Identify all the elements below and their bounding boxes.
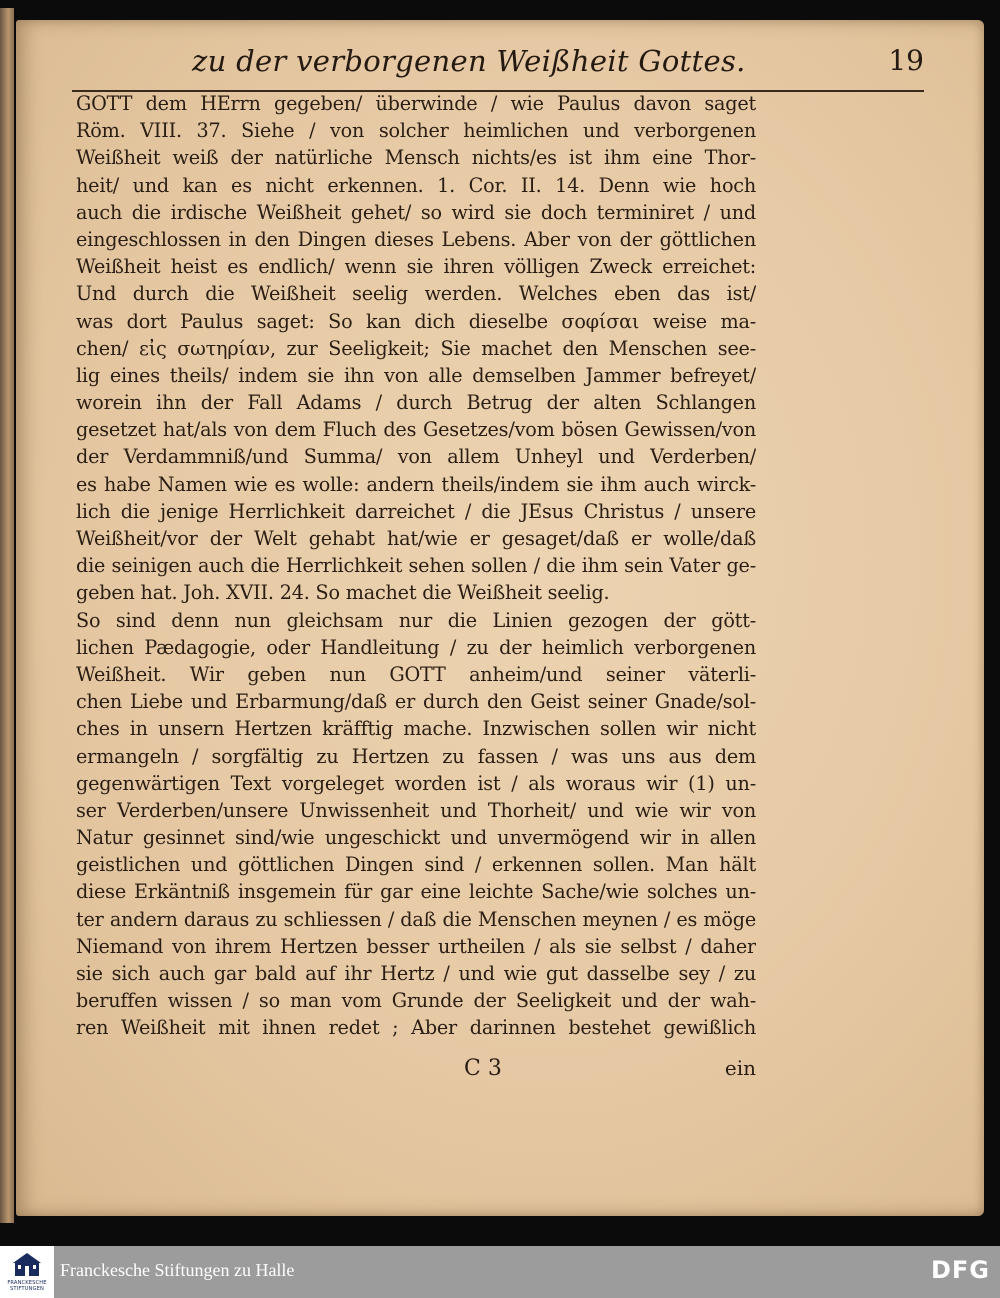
text-body — [76, 90, 756, 1042]
text-line: lichen Pædagogie, oder Handleitung / zu der heimlich verborgenen — [76, 635, 756, 659]
text-line: ren Weißheit mit ihnen redet ; Aber darinnen bestehet gewißlich — [76, 1016, 756, 1040]
signature-mark: C 3 — [464, 1056, 502, 1081]
catchword: ein — [724, 1056, 756, 1080]
text-line: gesetzet hat/als von dem Fluch des Gesetzes/vom bösen Gewissen/von — [76, 418, 756, 442]
previous-page-edge — [0, 8, 14, 1223]
text-line: ermangeln / sorgfältig zu Hertzen zu fassen / was uns aus dem — [76, 744, 756, 768]
text-line: GOTT dem HErrn gegeben/ überwinde / wie Paulus davon saget — [76, 92, 756, 115]
text-line: Weißheit/vor der Welt gehabt hat/wie er gesaget/daß er wolle/daß — [76, 527, 756, 550]
text-line: der Verdammniß/und Summa/ von allem Unheyl und Verderben/ — [76, 445, 756, 469]
running-head — [72, 42, 924, 82]
running-head-title: zu der verborgenen Weißheit Gottes. — [192, 44, 746, 78]
text-line: chen/ εἰς σωτηρίαν, zur Seeligkeit; Sie machet den Menschen see- — [76, 336, 756, 360]
text-line: auch die irdische Weißheit gehet/ so wird sie doch terminiret / und — [76, 200, 756, 224]
text-line: So sind denn nun gleichsam nur die Linien gezogen der gött- — [76, 608, 756, 632]
text-line: diese Erkäntniß insgemein für gar eine leichte Sache/wie solches un- — [76, 880, 756, 904]
text-line: gegenwärtigen Text vorgeleget worden ist / als woraus wir (1) un- — [76, 771, 756, 795]
text-line: geben hat. Joh. XVII. 24. So machet die Weißheit seelig. — [76, 581, 610, 605]
text-line: Weißheit. Wir geben nun GOTT anheim/und seiner väterli- — [76, 662, 756, 686]
text-line: Natur gesinnet sind/wie ungeschickt und unvermögend wir in allen — [76, 826, 756, 850]
text-line: Und durch die Weißheit seelig werden. Welches eben das ist/ — [76, 282, 756, 306]
dfg-logo[interactable]: DFG — [930, 1256, 990, 1284]
text-line: eingeschlossen in den Dingen dieses Lebens. Aber von der göttlichen — [76, 227, 756, 251]
page-foot — [76, 1056, 756, 1086]
text-line: chen Liebe und Erbarmung/daß er durch den Geist seiner Gnade/sol- — [76, 690, 756, 714]
text-line: es habe Namen wie es wolle: andern theils/indem sie ihm auch wirck- — [76, 472, 756, 496]
text-line: heit/ und kan es nicht erkennen. 1. Cor. II. 14. Denn wie hoch — [76, 173, 756, 197]
viewer-footer — [0, 1246, 1000, 1298]
building-icon — [13, 1252, 41, 1278]
text-line: lig eines theils/ indem sie ihn von alle demselben Jammer befreyet/ — [76, 363, 756, 387]
text-line: geistlichen und göttlichen Dingen sind / erkennen sollen. Man hält — [76, 853, 756, 877]
book-page — [16, 20, 984, 1216]
logo-text: FRANCKESCHE STIFTUNGEN — [7, 1280, 47, 1292]
text-line: die seinigen auch die Herrlichkeit sehen sollen / die ihm sein Vater ge- — [76, 554, 756, 578]
institution-logo[interactable] — [0, 1246, 54, 1298]
text-line: Weißheit heist es endlich/ wenn sie ihren völligen Zweck erreichet: — [76, 255, 756, 279]
text-line: Röm. VIII. 37. Siehe / von solcher heimlichen und verborgenen — [76, 119, 756, 143]
text-line: worein ihn der Fall Adams / durch Betrug der alten Schlangen — [76, 391, 756, 415]
text-line: was dort Paulus saget: So kan dich dieselbe σοφίσαι weise ma- — [76, 309, 756, 333]
text-line: Weißheit weiß der natürliche Mensch nichts/es ist ihm eine Thor- — [76, 146, 756, 170]
text-line: sie sich auch gar bald auf ihr Hertz / und wie gut dasselbe sey / zu — [76, 962, 756, 985]
page-number: 19 — [888, 44, 924, 77]
text-line: lich die jenige Herrlichkeit darreichet / die JEsus Christus / unsere — [76, 499, 756, 523]
organization-name[interactable]: Franckesche Stiftungen zu Halle — [60, 1260, 295, 1280]
text-line: ter andern daraus zu schliessen / daß die Menschen meynen / es möge — [76, 907, 756, 931]
text-line: Niemand von ihrem Hertzen besser urtheilen / als sie selbst / daher — [76, 934, 756, 958]
text-line: ser Verderben/unsere Unwissenheit und Thorheit/ und wie wir von — [76, 798, 756, 822]
text-line: ches in unsern Hertzen kräfftig mache. Inzwischen sollen wir nicht — [76, 717, 756, 741]
text-line: beruffen wissen / so man vom Grunde der Seeligkeit und der wah- — [76, 989, 756, 1013]
